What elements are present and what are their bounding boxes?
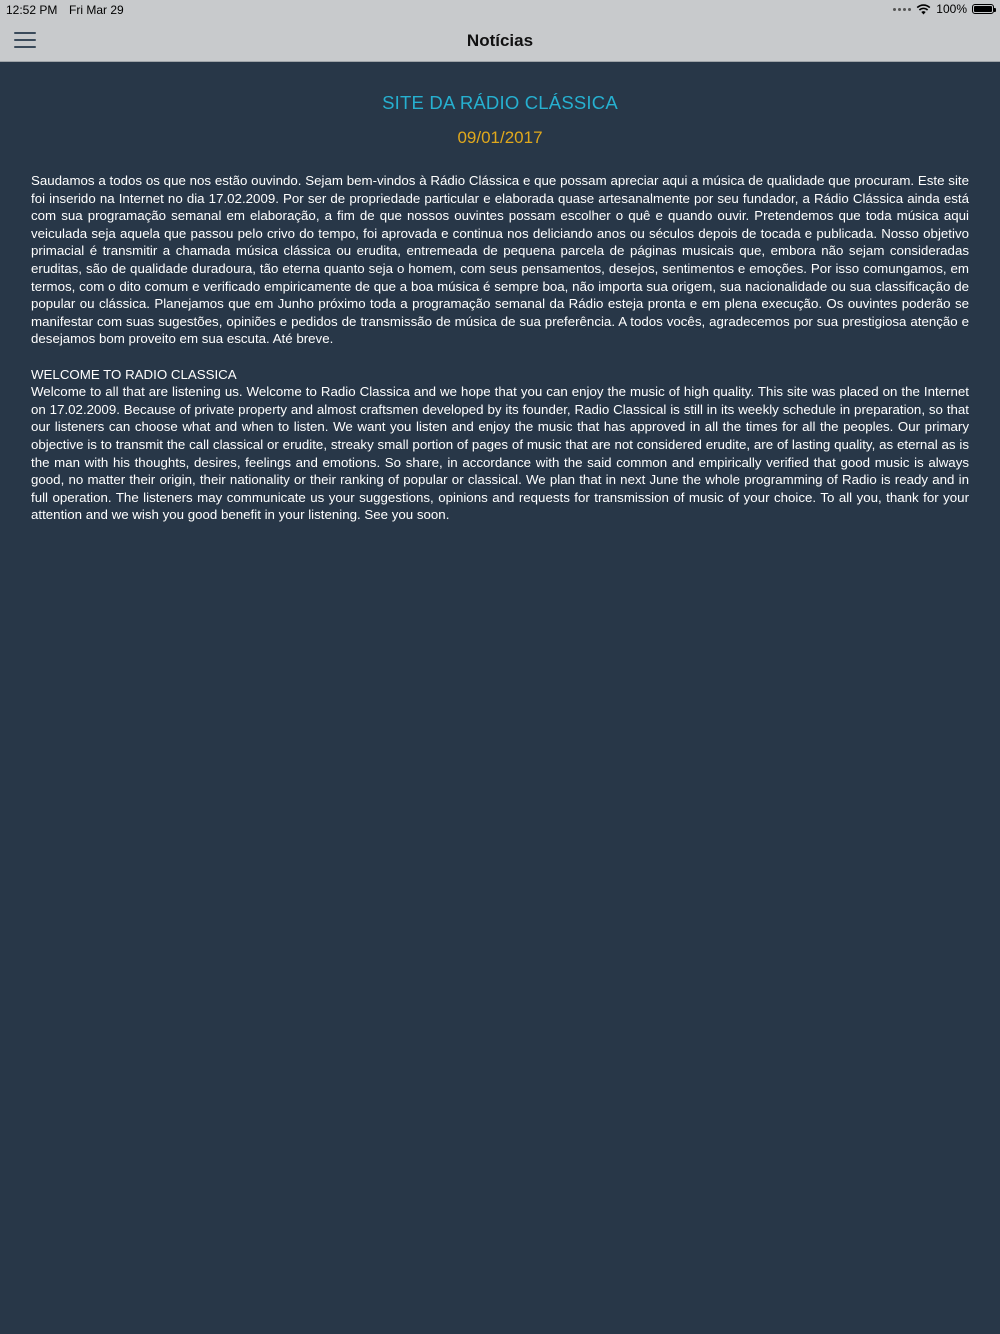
article-date: 09/01/2017 [457,128,543,147]
status-time: 12:52 PM [6,3,58,17]
signal-icon [893,8,911,11]
status-date: Fri Mar 29 [69,3,124,17]
battery-icon [972,4,994,14]
status-bar [0,0,1000,20]
wifi-icon [916,4,931,15]
article-title: SITE DA RÁDIO CLÁSSICA [382,92,618,113]
status-indicators [893,2,994,16]
article-body [31,172,969,524]
article-content [31,62,969,524]
page-title: Notícias [466,31,534,50]
navigation-bar [0,20,1000,62]
battery-percent: 100% [936,2,967,16]
article-paragraph-en: Welcome to all that are listening us. Welcome to Radio Classica and we hope that you can enjoy the music of high quality. This site was placed on the Internet on 17.02.2009. Because of private property and almost craftsmen developed by its founder, Radio Classical is still in its weekly schedule in preparation, so that our listeners can choose what and when to listen. We want you listen and enjoy the music that has approved in all the times for all the peoples. Our primary objective is to transmit the call classical or erudite, streaky small portion of pages of music that are not considered erudite, are of lasting quality, as eternal as is the man with his thoughts, desires, feelings and emotions. So share, in accordance with the said common and empirically verified that good music is always good, no matter their origin, their nationality or their ranking of popular or classical. We plan that in next June the whole programming of Radio is ready and in full operation. The listeners may communicate us your suggestions, opinions and requests for transmission of music of your choice. To all you, thank for your attention and we wish you good benefit in your listening. See you soon. [31,384,969,523]
article-paragraph-pt: Saudamos a todos os que nos estão ouvindo. Sejam bem-vindos à Rádio Clássica e que possam apreciar aqui a música de qualidade que procuram. Este site foi inserido na Internet no dia 17.02.2009. Por ser de propriedade particular e elaborada quase artesanalmente por seu fundador, a Rádio Clássica ainda está com sua programação semanal em elaboração, a fim de que nossos ouvintes possam escolher o quê e quando ouvir. Pretendemos que toda música aqui veiculada seja aquela que passou pelo crivo do tempo, foi aprovada e continua nos deliciando anos ou séculos depois de tocada e publicada. Nosso objetivo primacial é transmitir a chamada música clássica ou erudita, entremeada de pequena parcela de páginas musicais que, embora não sejam consideradas eruditas, são de qualidade duradoura, tão eterna quanto seja o homem, com seus pensamentos, desejos, sentimentos e emoções. Por isso comungamos, em termos, com o dito comum e verificado empiricamente de que a boa música é sempre boa, não importa sua origem, sua nacionalidade ou sua classificação de popular ou clássica. Planejamos que em Junho próximo toda a programação semanal da Rádio esteja pronta e em plena execução. Os ouvintes poderão se manifestar com suas sugestões, opiniões e pedidos de transmissão de música de sua preferência. A todos vocês, agradecemos por sua prestigiosa atenção e desejamos bom proveito em sua escuta. Até breve. [31,173,969,347]
article-heading-en: WELCOME TO RADIO CLASSICA [31,366,237,382]
